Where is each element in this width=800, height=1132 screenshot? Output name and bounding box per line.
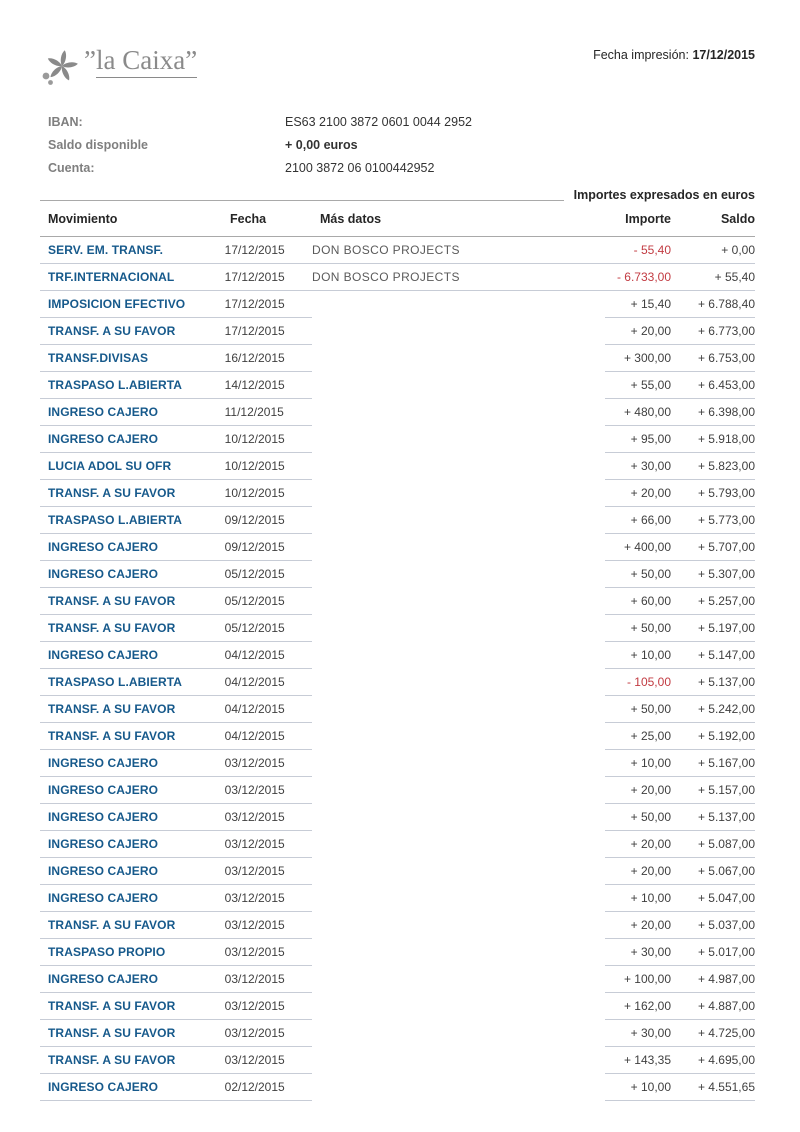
movement-balance: + 5.257,00 — [697, 594, 755, 608]
row-left-cells — [40, 750, 312, 777]
movement-amount: + 20,00 — [630, 864, 671, 878]
movement-date: 04/12/2015 — [224, 702, 285, 716]
row-left-cells — [40, 966, 312, 993]
row-details-cell — [312, 615, 605, 642]
movement-balance: + 6.398,00 — [697, 405, 755, 419]
movement-type: TRANSF.DIVISAS — [48, 351, 149, 365]
row-left-cells — [40, 507, 312, 534]
movement-amount: + 100,00 — [623, 972, 671, 986]
row-amount-cells — [605, 750, 755, 777]
movement-date: 09/12/2015 — [224, 540, 285, 554]
available-balance-value: + 0,00 euros — [285, 138, 358, 152]
column-headers-amounts — [605, 212, 755, 226]
row-details-cell — [312, 642, 605, 669]
movement-type: INGRESO CAJERO — [48, 567, 159, 581]
movement-date: 05/12/2015 — [224, 594, 285, 608]
table-row — [40, 831, 755, 858]
available-balance-row — [40, 134, 755, 157]
movement-date: 16/12/2015 — [224, 351, 285, 365]
movement-date: 05/12/2015 — [224, 621, 285, 635]
movement-type: TRANSF. A SU FAVOR — [48, 594, 176, 608]
table-row — [40, 804, 755, 831]
table-header — [40, 202, 755, 237]
movement-type: TRANSF. A SU FAVOR — [48, 1053, 176, 1067]
row-amount-cells — [605, 507, 755, 534]
movement-type: INGRESO CAJERO — [48, 837, 159, 851]
movement-amount: + 10,00 — [630, 756, 671, 770]
row-amount-cells — [605, 858, 755, 885]
movement-amount: + 55,00 — [630, 378, 671, 392]
movement-amount: + 20,00 — [630, 918, 671, 932]
print-date-value: 17/12/2015 — [692, 48, 755, 62]
row-left-cells — [40, 399, 312, 426]
table-row — [40, 966, 755, 993]
movement-type: INGRESO CAJERO — [48, 810, 159, 824]
row-amount-cells — [605, 291, 755, 318]
row-details-cell — [312, 372, 605, 399]
movement-type: TRANSF. A SU FAVOR — [48, 729, 176, 743]
row-amount-cells — [605, 831, 755, 858]
movement-amount: + 400,00 — [623, 540, 671, 554]
table-row — [40, 372, 755, 399]
account-info — [40, 111, 755, 180]
movement-amount: - 6.733,00 — [616, 270, 671, 284]
row-amount-cells — [605, 777, 755, 804]
row-left-cells — [40, 831, 312, 858]
table-row — [40, 507, 755, 534]
movement-amount: + 30,00 — [630, 459, 671, 473]
row-left-cells — [40, 669, 312, 696]
la-caixa-star-icon — [40, 49, 80, 94]
table-row — [40, 264, 755, 291]
movement-amount: + 50,00 — [630, 621, 671, 635]
movement-type: TRF.INTERNACIONAL — [48, 270, 175, 284]
movement-date: 10/12/2015 — [224, 486, 285, 500]
movement-type: IMPOSICION EFECTIVO — [48, 297, 186, 311]
table-row — [40, 426, 755, 453]
row-amount-cells — [605, 1020, 755, 1047]
movement-amount: + 15,40 — [630, 297, 671, 311]
movement-amount: + 30,00 — [630, 1026, 671, 1040]
table-row — [40, 1020, 755, 1047]
movement-balance: + 5.918,00 — [697, 432, 755, 446]
movement-type: TRASPASO L.ABIERTA — [48, 378, 183, 392]
row-amount-cells — [605, 453, 755, 480]
movement-amount: + 10,00 — [630, 1080, 671, 1094]
movement-balance: + 5.157,00 — [697, 783, 755, 797]
row-left-cells — [40, 939, 312, 966]
movement-date: 03/12/2015 — [224, 810, 285, 824]
movement-balance: + 5.773,00 — [697, 513, 755, 527]
movement-date: 04/12/2015 — [224, 675, 285, 689]
amounts-in-euros-note: Importes expresados en euros — [573, 188, 755, 202]
row-details-cell — [312, 345, 605, 372]
movement-details: DON BOSCO PROJECTS — [312, 270, 460, 284]
movement-balance: + 5.137,00 — [697, 810, 755, 824]
column-header-mas-datos: Más datos — [320, 212, 382, 226]
row-details-cell — [312, 453, 605, 480]
movement-date: 03/12/2015 — [224, 999, 285, 1013]
column-header-movimiento: Movimiento — [48, 212, 118, 226]
row-amount-cells — [605, 318, 755, 345]
movement-type: TRANSF. A SU FAVOR — [48, 918, 176, 932]
account-number-label: Cuenta: — [48, 161, 95, 175]
movement-balance: + 5.307,00 — [697, 567, 755, 581]
movement-type: INGRESO CAJERO — [48, 432, 159, 446]
movement-date: 03/12/2015 — [224, 972, 285, 986]
movement-balance: + 5.037,00 — [697, 918, 755, 932]
movement-balance: + 5.793,00 — [697, 486, 755, 500]
table-row — [40, 885, 755, 912]
row-amount-cells — [605, 534, 755, 561]
iban-label: IBAN: — [48, 115, 83, 129]
movement-date: 10/12/2015 — [224, 459, 285, 473]
movement-balance: + 4.695,00 — [697, 1053, 755, 1067]
row-left-cells — [40, 588, 312, 615]
table-row — [40, 993, 755, 1020]
movement-date: 03/12/2015 — [224, 918, 285, 932]
row-details-cell — [312, 804, 605, 831]
movement-amount: - 55,40 — [633, 243, 671, 257]
row-left-cells — [40, 291, 312, 318]
row-amount-cells — [605, 480, 755, 507]
movement-balance: + 6.788,40 — [697, 297, 755, 311]
print-date-label: Fecha impresión: — [593, 48, 689, 62]
movement-type: INGRESO CAJERO — [48, 891, 159, 905]
row-amount-cells — [605, 399, 755, 426]
table-row — [40, 534, 755, 561]
table-row — [40, 561, 755, 588]
movement-balance: + 5.087,00 — [697, 837, 755, 851]
row-details-cell — [312, 291, 605, 318]
row-left-cells — [40, 318, 312, 345]
row-details-cell — [312, 723, 605, 750]
row-amount-cells — [605, 588, 755, 615]
row-amount-cells — [605, 642, 755, 669]
movement-balance: + 5.137,00 — [697, 675, 755, 689]
row-details-cell — [312, 507, 605, 534]
movement-type: TRANSF. A SU FAVOR — [48, 486, 176, 500]
movement-type: TRANSF. A SU FAVOR — [48, 999, 176, 1013]
movement-date: 17/12/2015 — [224, 324, 285, 338]
row-amount-cells — [605, 372, 755, 399]
row-amount-cells — [605, 561, 755, 588]
movements-table — [40, 237, 755, 1101]
movement-date: 05/12/2015 — [224, 567, 285, 581]
row-amount-cells — [605, 696, 755, 723]
row-amount-cells — [605, 237, 755, 264]
table-row — [40, 912, 755, 939]
table-row — [40, 237, 755, 264]
movement-balance: + 4.551,65 — [697, 1080, 755, 1094]
movement-date: 03/12/2015 — [224, 783, 285, 797]
movement-amount: + 10,00 — [630, 648, 671, 662]
movement-date: 10/12/2015 — [224, 432, 285, 446]
table-row — [40, 399, 755, 426]
divider-line — [40, 200, 564, 201]
movement-type: LUCIA ADOL SU OFR — [48, 459, 172, 473]
row-details-cell — [312, 939, 605, 966]
movement-amount: + 300,00 — [623, 351, 671, 365]
row-left-cells — [40, 912, 312, 939]
row-details-cell — [312, 561, 605, 588]
movement-balance: + 55,40 — [714, 270, 755, 284]
row-left-cells — [40, 453, 312, 480]
available-balance-label: Saldo disponible — [48, 138, 149, 152]
row-left-cells — [40, 642, 312, 669]
row-details-cell — [312, 480, 605, 507]
row-left-cells — [40, 885, 312, 912]
row-left-cells — [40, 1047, 312, 1074]
movement-date: 03/12/2015 — [224, 945, 285, 959]
movement-date: 09/12/2015 — [224, 513, 285, 527]
row-details-cell — [312, 1047, 605, 1074]
row-left-cells — [40, 993, 312, 1020]
row-left-cells — [40, 561, 312, 588]
movement-amount: + 30,00 — [630, 945, 671, 959]
movement-amount: + 20,00 — [630, 324, 671, 338]
row-details-cell — [312, 534, 605, 561]
movement-date: 04/12/2015 — [224, 729, 285, 743]
movement-balance: + 5.192,00 — [697, 729, 755, 743]
row-left-cells — [40, 1074, 312, 1101]
row-details-cell — [312, 588, 605, 615]
iban-value: ES63 2100 3872 0601 0044 2952 — [285, 115, 472, 129]
table-row — [40, 1074, 755, 1101]
movement-type: TRANSF. A SU FAVOR — [48, 702, 176, 716]
movement-amount: + 20,00 — [630, 783, 671, 797]
row-amount-cells — [605, 912, 755, 939]
movement-balance: + 6.753,00 — [697, 351, 755, 365]
row-details-cell — [312, 966, 605, 993]
row-details-cell — [312, 885, 605, 912]
row-left-cells — [40, 345, 312, 372]
movement-amount: + 480,00 — [623, 405, 671, 419]
movement-balance: + 4.987,00 — [697, 972, 755, 986]
movement-date: 03/12/2015 — [224, 864, 285, 878]
movement-balance: + 5.047,00 — [697, 891, 755, 905]
row-amount-cells — [605, 615, 755, 642]
table-row — [40, 1047, 755, 1074]
movement-amount: - 105,00 — [626, 675, 671, 689]
movement-amount: + 50,00 — [630, 567, 671, 581]
row-details-cell — [312, 1020, 605, 1047]
row-left-cells — [40, 534, 312, 561]
row-details-cell — [312, 1074, 605, 1101]
table-row — [40, 858, 755, 885]
movement-date: 03/12/2015 — [224, 1026, 285, 1040]
movement-date: 03/12/2015 — [224, 837, 285, 851]
table-row — [40, 723, 755, 750]
row-left-cells — [40, 696, 312, 723]
movement-type: TRASPASO PROPIO — [48, 945, 166, 959]
row-left-cells — [40, 480, 312, 507]
row-left-cells — [40, 858, 312, 885]
movement-balance: + 5.017,00 — [697, 945, 755, 959]
row-left-cells — [40, 804, 312, 831]
table-row — [40, 291, 755, 318]
row-amount-cells — [605, 426, 755, 453]
movement-amount: + 66,00 — [630, 513, 671, 527]
row-amount-cells — [605, 1074, 755, 1101]
movement-date: 17/12/2015 — [224, 270, 285, 284]
row-amount-cells — [605, 966, 755, 993]
row-amount-cells — [605, 345, 755, 372]
movement-amount: + 162,00 — [623, 999, 671, 1013]
row-details-cell — [312, 264, 605, 291]
movement-date: 14/12/2015 — [224, 378, 285, 392]
movement-type: INGRESO CAJERO — [48, 540, 159, 554]
account-number-row — [40, 157, 755, 180]
movement-type: TRASPASO L.ABIERTA — [48, 513, 183, 527]
movement-balance: + 5.707,00 — [697, 540, 755, 554]
movement-date: 04/12/2015 — [224, 648, 285, 662]
movement-amount: + 60,00 — [630, 594, 671, 608]
movement-balance: + 4.887,00 — [697, 999, 755, 1013]
row-left-cells — [40, 1020, 312, 1047]
movement-amount: + 20,00 — [630, 837, 671, 851]
row-details-cell — [312, 777, 605, 804]
movement-amount: + 95,00 — [630, 432, 671, 446]
movement-type: INGRESO CAJERO — [48, 1080, 159, 1094]
movement-details: DON BOSCO PROJECTS — [312, 243, 460, 257]
row-amount-cells — [605, 264, 755, 291]
movement-balance: + 5.242,00 — [697, 702, 755, 716]
movement-type: INGRESO CAJERO — [48, 972, 159, 986]
movement-balance: + 4.725,00 — [697, 1026, 755, 1040]
row-amount-cells — [605, 993, 755, 1020]
movement-date: 17/12/2015 — [224, 243, 285, 257]
movement-amount: + 50,00 — [630, 702, 671, 716]
row-details-cell — [312, 399, 605, 426]
movement-type: SERV. EM. TRANSF. — [48, 243, 164, 257]
movement-date: 02/12/2015 — [224, 1080, 285, 1094]
movement-amount: + 143,35 — [623, 1053, 671, 1067]
row-left-cells — [40, 723, 312, 750]
row-details-cell — [312, 237, 605, 264]
movement-balance: + 5.197,00 — [697, 621, 755, 635]
table-row — [40, 939, 755, 966]
movement-date: 17/12/2015 — [224, 297, 285, 311]
table-row — [40, 696, 755, 723]
row-amount-cells — [605, 939, 755, 966]
la-caixa-wordmark — [84, 45, 197, 75]
row-amount-cells — [605, 669, 755, 696]
table-row — [40, 642, 755, 669]
movement-type: INGRESO CAJERO — [48, 648, 159, 662]
row-details-cell — [312, 318, 605, 345]
logo-text: la Caixa” — [96, 45, 197, 78]
page-header — [40, 45, 755, 97]
movement-date: 03/12/2015 — [224, 1053, 285, 1067]
column-header-fecha: Fecha — [230, 212, 267, 226]
logo-open-quote: ” — [84, 45, 96, 75]
table-row — [40, 480, 755, 507]
row-details-cell — [312, 912, 605, 939]
movement-date: 03/12/2015 — [224, 891, 285, 905]
movement-type: INGRESO CAJERO — [48, 783, 159, 797]
movement-date: 03/12/2015 — [224, 756, 285, 770]
row-details-cell — [312, 750, 605, 777]
row-details-cell — [312, 669, 605, 696]
movement-type: INGRESO CAJERO — [48, 864, 159, 878]
table-row — [40, 345, 755, 372]
iban-row — [40, 111, 755, 134]
table-row — [40, 750, 755, 777]
movement-amount: + 20,00 — [630, 486, 671, 500]
amounts-note-row — [40, 188, 755, 202]
movement-amount: + 10,00 — [630, 891, 671, 905]
row-left-cells — [40, 237, 312, 264]
movement-balance: + 5.167,00 — [697, 756, 755, 770]
movement-type: INGRESO CAJERO — [48, 756, 159, 770]
column-header-saldo: Saldo — [720, 212, 755, 226]
movement-balance: + 5.823,00 — [697, 459, 755, 473]
movement-balance: + 6.773,00 — [697, 324, 755, 338]
table-row — [40, 669, 755, 696]
movement-amount: + 50,00 — [630, 810, 671, 824]
movement-type: TRASPASO L.ABIERTA — [48, 675, 183, 689]
print-date-line — [593, 48, 755, 62]
row-amount-cells — [605, 804, 755, 831]
movement-date: 11/12/2015 — [224, 405, 284, 419]
row-details-cell — [312, 831, 605, 858]
row-left-cells — [40, 777, 312, 804]
row-details-cell — [312, 858, 605, 885]
row-left-cells — [40, 264, 312, 291]
row-details-cell — [312, 696, 605, 723]
row-details-cell — [312, 426, 605, 453]
row-left-cells — [40, 426, 312, 453]
movement-balance: + 6.453,00 — [697, 378, 755, 392]
movement-type: INGRESO CAJERO — [48, 405, 159, 419]
row-left-cells — [40, 615, 312, 642]
movement-balance: + 5.147,00 — [697, 648, 755, 662]
row-amount-cells — [605, 723, 755, 750]
movement-balance: + 5.067,00 — [697, 864, 755, 878]
table-row — [40, 588, 755, 615]
movement-balance: + 0,00 — [721, 243, 755, 257]
table-row — [40, 318, 755, 345]
movement-amount: + 25,00 — [630, 729, 671, 743]
row-details-cell — [312, 993, 605, 1020]
account-number-value: 2100 3872 06 0100442952 — [285, 161, 435, 175]
movement-type: TRANSF. A SU FAVOR — [48, 621, 176, 635]
row-amount-cells — [605, 885, 755, 912]
table-row — [40, 453, 755, 480]
table-row — [40, 777, 755, 804]
row-amount-cells — [605, 1047, 755, 1074]
table-row — [40, 615, 755, 642]
la-caixa-logo — [40, 45, 197, 94]
column-header-importe: Importe — [625, 212, 671, 226]
row-left-cells — [40, 372, 312, 399]
movement-type: TRANSF. A SU FAVOR — [48, 324, 176, 338]
movement-type: TRANSF. A SU FAVOR — [48, 1026, 176, 1040]
